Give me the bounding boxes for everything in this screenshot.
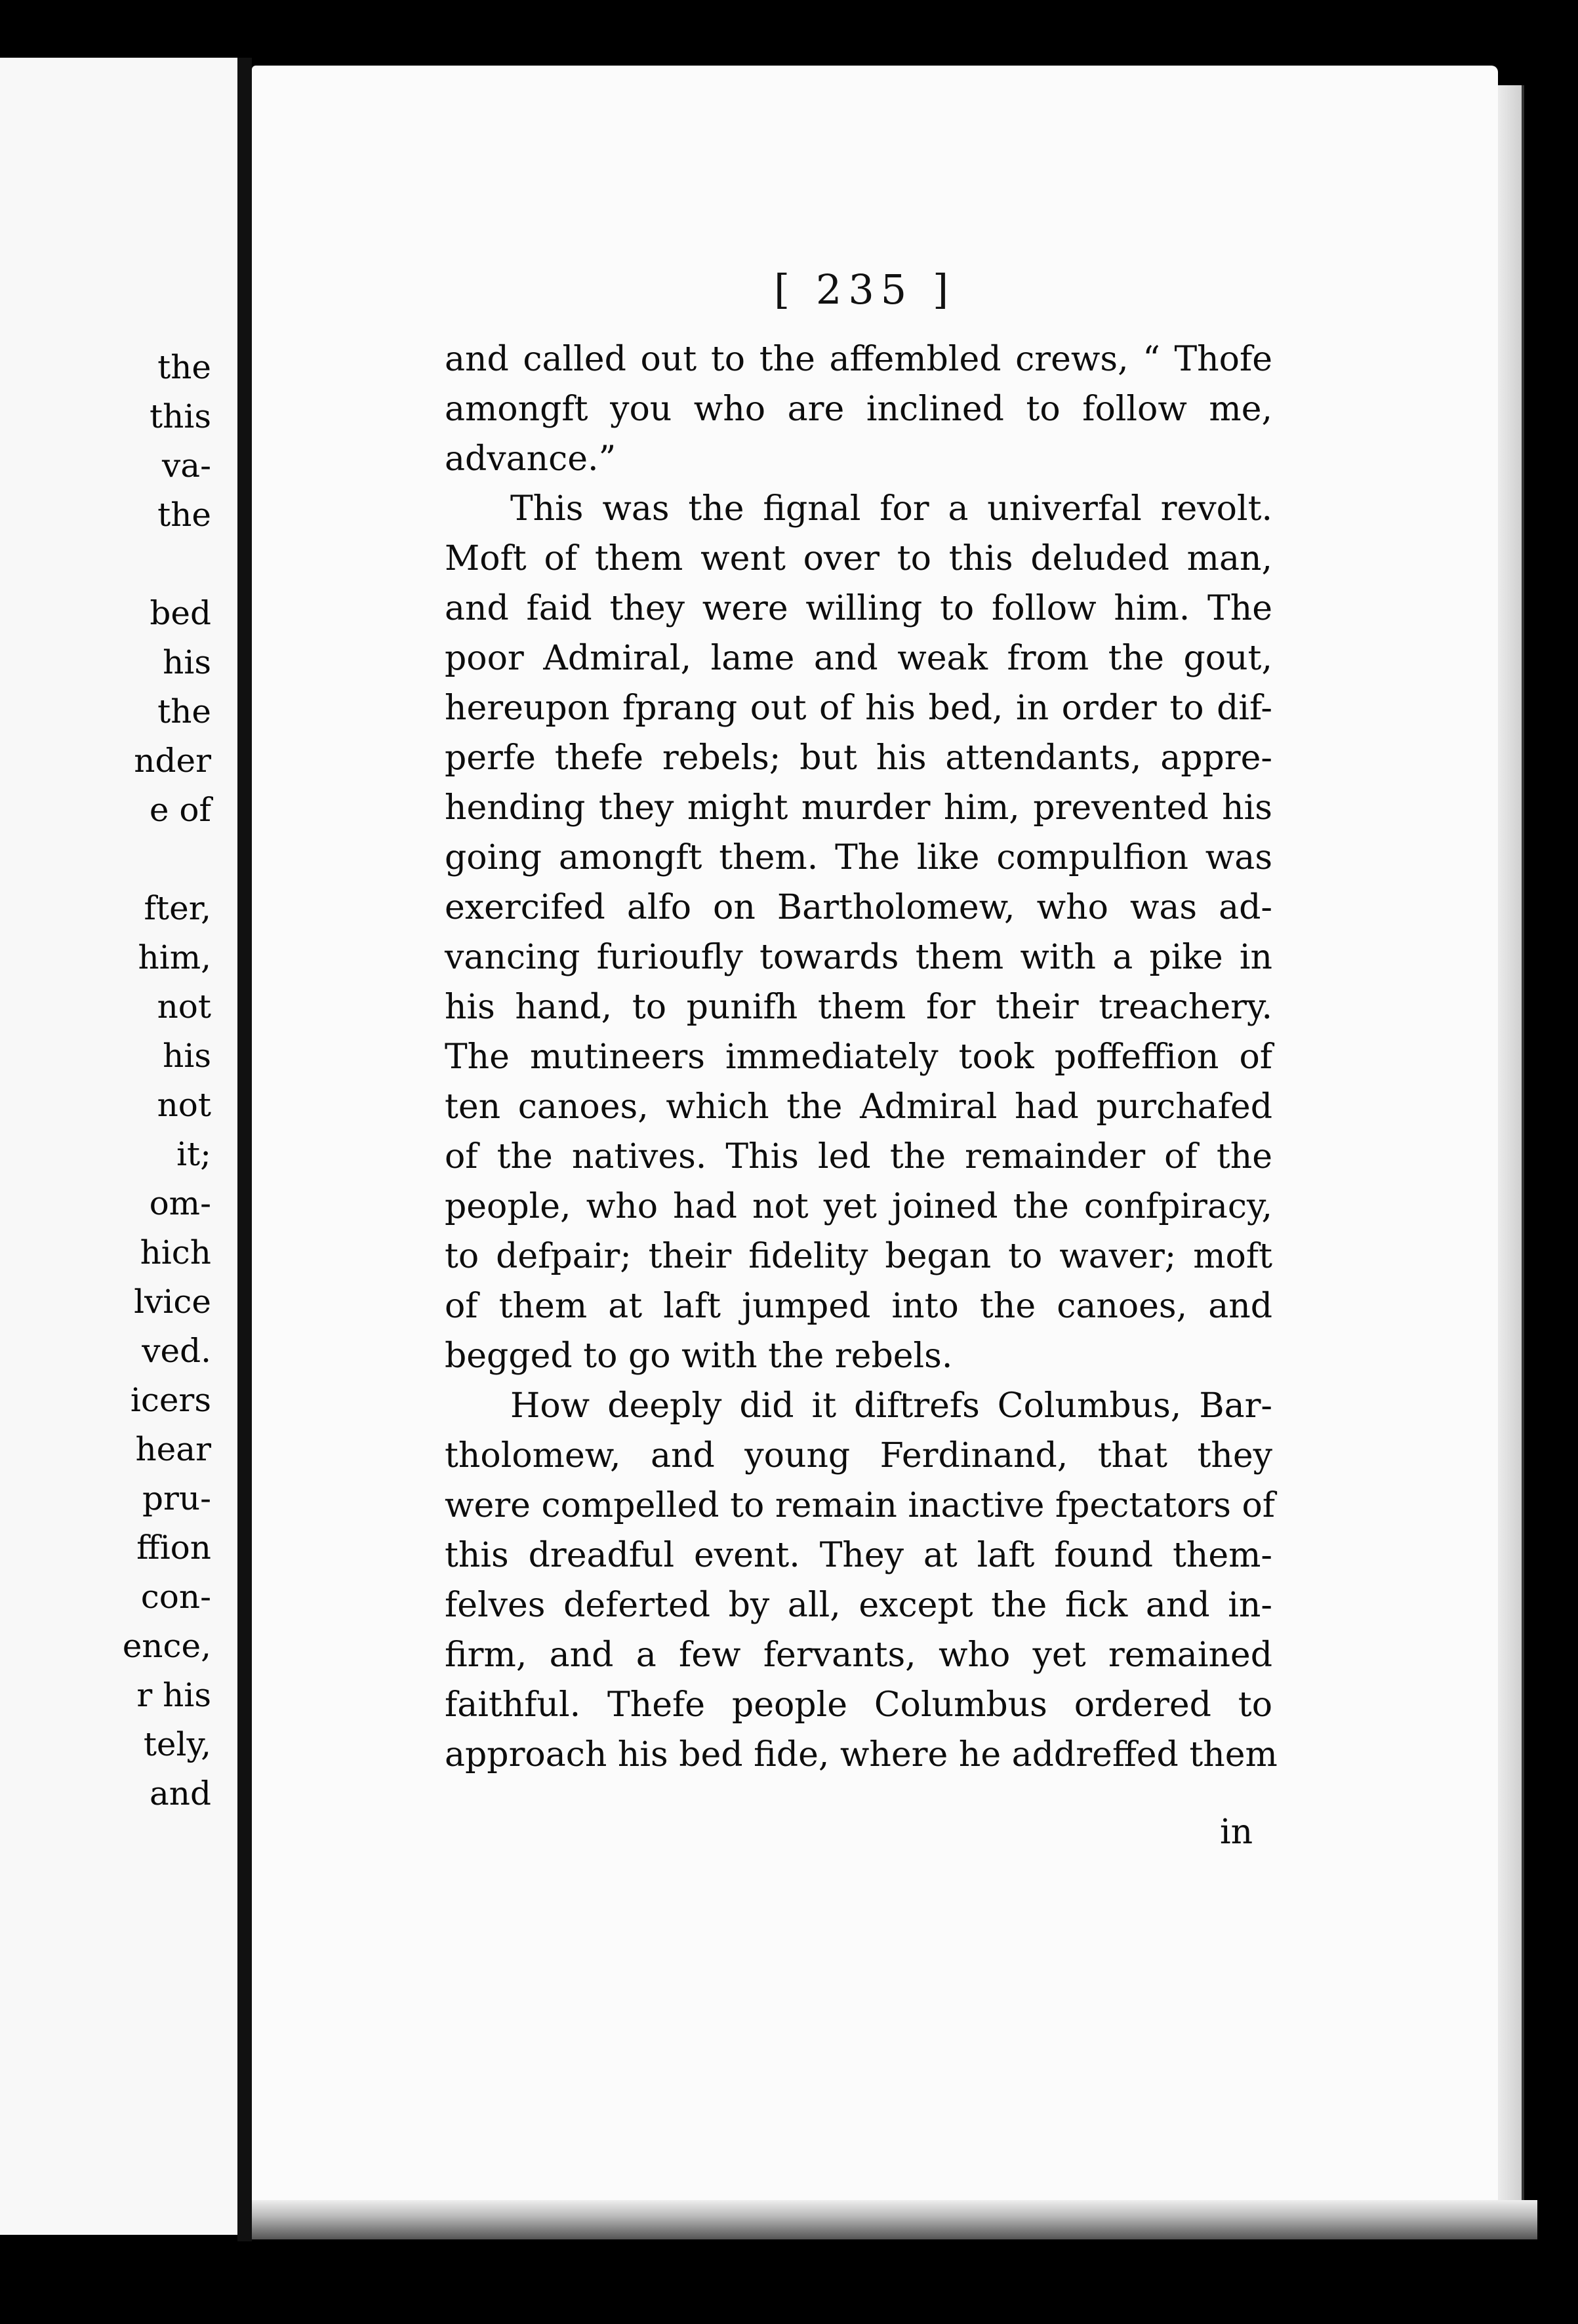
left-page-line: ence, [122, 1627, 211, 1665]
left-page-line: it; [176, 1135, 211, 1173]
text-line: hereupon fprang out of his bed, in order to dif- [445, 689, 1272, 728]
left-page-line: the [157, 496, 211, 534]
text-line: The mutineers immediately took poffeffion of [445, 1037, 1272, 1077]
left-page-line: his [163, 643, 211, 681]
left-page-line: not [157, 988, 211, 1026]
text-line: This was the fignal for a univerfal revolt. [510, 489, 1272, 529]
left-page-line: bed [150, 594, 211, 632]
left-page-line: ved. [142, 1332, 211, 1370]
left-page-line: icers [130, 1381, 211, 1419]
text-line: tholomew, and young Ferdinand, that they [445, 1436, 1272, 1475]
text-line: perfe thefe rebels; but his attendants, appre- [445, 738, 1272, 778]
left-page-line: hear [135, 1430, 211, 1468]
text-line: Moft of them went over to this deluded man, [445, 539, 1272, 578]
left-page-line: him, [138, 938, 211, 976]
text-line: to defpair; their fidelity began to waver; moft [445, 1237, 1272, 1276]
left-page-line: ffion [136, 1529, 211, 1567]
text-line: this dreadful event. They at laft found them- [445, 1536, 1272, 1575]
text-line: amongft you who are inclined to follow me, [445, 390, 1272, 429]
text-line: vancing furioufly towards them with a pike in [445, 938, 1272, 977]
left-page-line: not [157, 1086, 211, 1124]
text-line: his hand, to punifh them for their treachery. [445, 988, 1272, 1027]
text-line: felves deferted by all, except the fick and in- [445, 1586, 1272, 1625]
text-line: faithful. Thefe people Columbus ordered to [445, 1685, 1272, 1725]
text-line: of the natives. This led the remainder of the [445, 1137, 1272, 1176]
binding-gutter [237, 58, 252, 2241]
catchword: in [1220, 1813, 1253, 1852]
text-line: going amongft them. The like compulfion was [445, 838, 1272, 877]
left-page-line: lvice [134, 1283, 211, 1321]
text-line: were compelled to remain inactive fpectators of [445, 1486, 1276, 1525]
left-page-line: the [157, 692, 211, 731]
text-line: advance.” [445, 439, 617, 479]
left-page-line: tely, [143, 1725, 211, 1763]
text-line: begged to go with the rebels. [445, 1336, 953, 1376]
left-page-line: pru- [142, 1479, 211, 1517]
left-page-line: con- [140, 1578, 211, 1616]
left-page-line: the [157, 348, 211, 386]
text-line: poor Admiral, lame and weak from the gout, [445, 639, 1272, 678]
left-page-line: fter, [144, 889, 211, 927]
left-page-line: e of [149, 791, 211, 829]
left-page-line: and [149, 1774, 211, 1813]
left-page-line: r his [136, 1676, 211, 1714]
text-line: ten canoes, which the Admiral had purchafed [445, 1087, 1272, 1127]
text-line: of them at laft jumped into the canoes, and [445, 1287, 1272, 1326]
page-number-header: [ 235 ] [774, 266, 956, 313]
text-line: people, who had not yet joined the confpiracy, [445, 1187, 1272, 1226]
text-line: and called out to the affembled crews, “ Thofe [445, 340, 1272, 379]
text-line: How deeply did it diftrefs Columbus, Bar- [510, 1386, 1272, 1426]
left-page-line: nder [134, 742, 211, 780]
left-page-line: his [163, 1037, 211, 1075]
text-line: hending they might murder him, prevented his [445, 788, 1272, 828]
text-line: approach his bed fide, where he addreffed them [445, 1735, 1278, 1774]
left-page-line: om- [149, 1184, 211, 1222]
text-line: and faid they were willing to follow him. The [445, 589, 1272, 628]
left-page [0, 58, 241, 2235]
left-page-line: hich [140, 1233, 211, 1272]
text-line: exercifed alfo on Bartholomew, who was ad- [445, 888, 1272, 927]
text-line: firm, and a few fervants, who yet remained [445, 1635, 1272, 1675]
left-page-line: va- [162, 447, 211, 485]
page-bottom-edge [252, 2200, 1537, 2239]
left-page-line: this [150, 397, 211, 435]
